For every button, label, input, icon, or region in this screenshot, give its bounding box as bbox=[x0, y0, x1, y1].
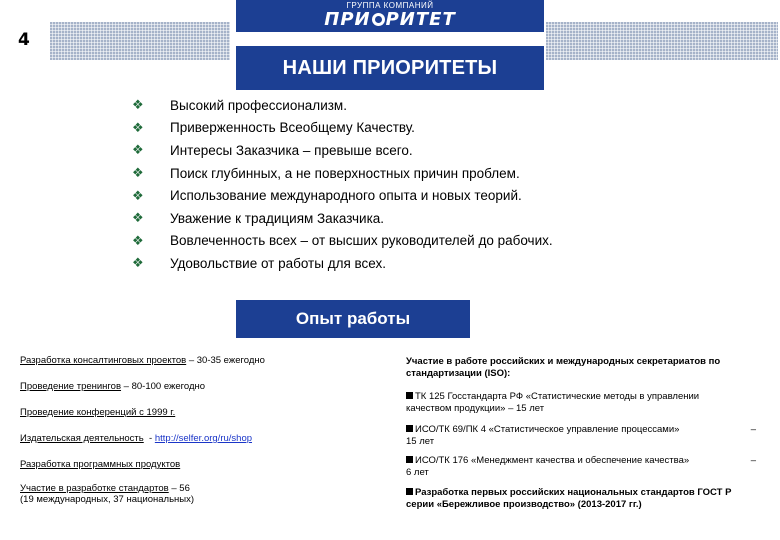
secretariats-intro: Участие в работе российских и международных секретариатов по стандартизации (ISO): bbox=[406, 356, 721, 379]
diamond-bullet-icon: ❖ bbox=[132, 165, 144, 181]
experience-consulting: Разработка консалтинговых проектов – 30-35 ежегодно bbox=[20, 355, 265, 366]
list-item: ❖ Интересы Заказчика – превыше всего. bbox=[132, 142, 413, 158]
secretariat-tk125: ТК 125 Госстандарта РФ «Статистические методы в управлении качеством продукции» – 15 лет bbox=[406, 391, 700, 414]
diamond-bullet-icon: ❖ bbox=[132, 210, 144, 226]
diamond-bullet-icon: ❖ bbox=[132, 187, 144, 203]
secretariat-iso69: ИСО/ТК 69/ПК 4 «Статистическое управление процессами» – 15 лет bbox=[406, 424, 756, 447]
list-item: ❖ Вовлеченность всех – от высших руководителей до рабочих. bbox=[132, 232, 553, 249]
experience-standards: Участие в разработке стандартов – 56 (19 международных, 37 национальных) bbox=[20, 483, 195, 505]
company-logo bbox=[236, 0, 544, 32]
page-title: НАШИ ПРИОРИТЕТЫ bbox=[282, 56, 498, 79]
diamond-bullet-icon: ❖ bbox=[132, 97, 144, 113]
experience-banner bbox=[236, 300, 470, 338]
priorities-list bbox=[132, 94, 553, 275]
diamond-bullet-icon: ❖ bbox=[132, 119, 144, 135]
list-item: ❖ Удовольствие от работы для всех. bbox=[132, 255, 386, 271]
logo-group-label: ГРУППА КОМПАНИЙ bbox=[346, 1, 434, 10]
lean-standards: Разработка первых российских национальных стандартов ГОСТ Р серии «Бережливое производство» (2013-2017 гг.) bbox=[406, 487, 732, 510]
diamond-bullet-icon: ❖ bbox=[132, 142, 144, 158]
page-number: 4 bbox=[18, 30, 30, 50]
experience-title: Опыт работы bbox=[295, 309, 411, 328]
globe-icon bbox=[372, 13, 385, 26]
experience-publishing: Издательская деятельность - http://selfer.org/ru/shop bbox=[20, 433, 253, 444]
experience-trainings: Проведение тренингов – 80-100 ежегодно bbox=[20, 381, 206, 392]
title-banner bbox=[236, 46, 544, 90]
list-item: ❖ Поиск глубинных, а не поверхностных причин проблем. bbox=[132, 165, 520, 181]
square-bullet-icon bbox=[406, 488, 413, 495]
logo-name: ПРИ РИТЕТ bbox=[324, 9, 456, 30]
list-item: ❖ Уважение к традициям Заказчика. bbox=[132, 210, 385, 226]
experience-conferences: Проведение конференций с 1999 г. bbox=[20, 407, 176, 418]
square-bullet-icon bbox=[406, 392, 413, 399]
list-item: ❖ Приверженность Всеобщему Качеству. bbox=[132, 119, 415, 136]
decorative-band-left bbox=[50, 22, 230, 60]
secretariat-iso176: ИСО/ТК 176 «Менеджмент качества и обеспечение качества» – 6 лет bbox=[406, 455, 756, 478]
diamond-bullet-icon: ❖ bbox=[132, 255, 144, 271]
shop-link[interactable]: http://selfer.org/ru/shop bbox=[154, 433, 253, 444]
square-bullet-icon bbox=[406, 456, 413, 463]
decorative-band-right bbox=[546, 22, 778, 60]
square-bullet-icon bbox=[406, 425, 413, 432]
list-item: ❖ Использование международного опыта и новых теорий. bbox=[132, 187, 522, 204]
list-item: ❖ Высокий профессионализм. bbox=[132, 97, 347, 113]
diamond-bullet-icon: ❖ bbox=[132, 232, 144, 248]
experience-software: Разработка программных продуктов bbox=[20, 459, 181, 470]
